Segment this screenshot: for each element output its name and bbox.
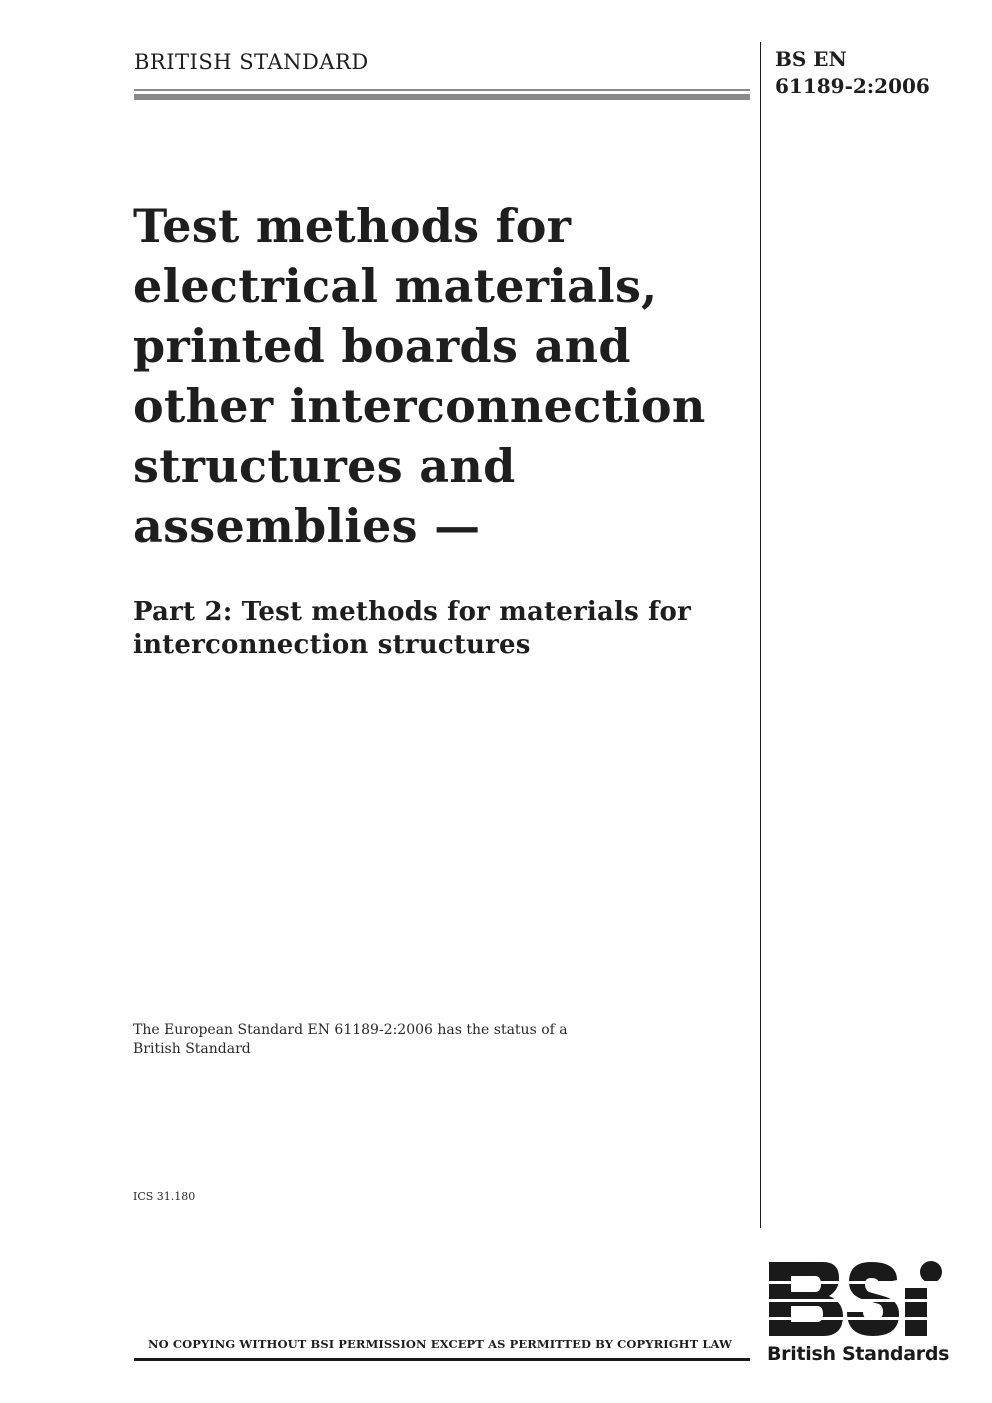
ics-code: ICS 31.180 bbox=[133, 1190, 196, 1203]
subtitle-line: Part 2: Test methods for materials for bbox=[133, 597, 691, 627]
title-line: printed boards and bbox=[133, 319, 631, 373]
copyright-notice: NO COPYING WITHOUT BSI PERMISSION EXCEPT AS PERMITTED BY COPYRIGHT LAW bbox=[148, 1337, 733, 1351]
footer-rule bbox=[134, 1358, 750, 1361]
header-rule-thick bbox=[134, 94, 750, 100]
standard-number bbox=[775, 46, 930, 100]
title-line: assemblies — bbox=[133, 499, 481, 553]
vertical-divider bbox=[760, 42, 761, 1228]
standard-number-prefix: BS EN bbox=[775, 47, 847, 71]
title-line: other interconnection bbox=[133, 379, 706, 433]
status-note-line: The European Standard EN 61189-2:2006 has the status of a bbox=[133, 1022, 568, 1038]
header-rule-thin bbox=[134, 89, 750, 91]
bsi-wordmark-icon bbox=[765, 1258, 945, 1342]
header-label: BRITISH STANDARD bbox=[134, 50, 369, 74]
title-line: electrical materials, bbox=[133, 259, 658, 313]
status-note-line: British Standard bbox=[133, 1041, 251, 1057]
subtitle-line: interconnection structures bbox=[133, 630, 531, 660]
bsi-tagline: British Standards bbox=[767, 1343, 950, 1365]
document-subtitle bbox=[133, 596, 753, 662]
title-line: Test methods for bbox=[133, 199, 572, 253]
status-note bbox=[133, 1021, 568, 1059]
bsi-logo bbox=[765, 1258, 950, 1370]
document-title bbox=[133, 196, 753, 556]
title-line: structures and bbox=[133, 439, 516, 493]
standard-number-code: 61189-2:2006 bbox=[775, 74, 930, 98]
